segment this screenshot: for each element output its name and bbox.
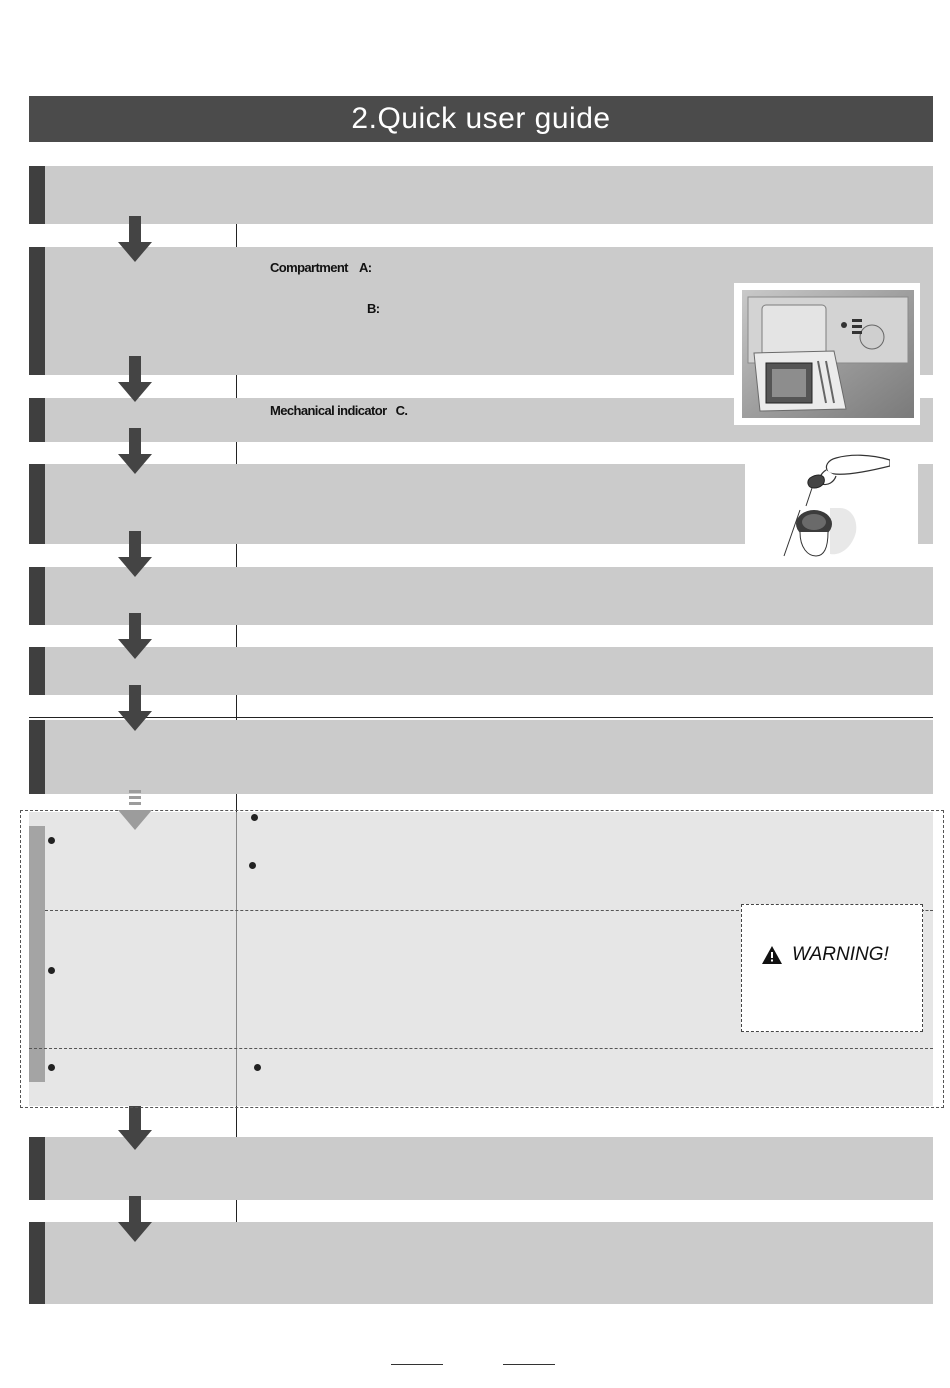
bullet-icon [48,1064,55,1071]
step-tab-9 [29,1222,45,1304]
step-tab-3 [29,398,45,442]
mechanical-indicator-text: Mechanical indicator [270,403,387,418]
page-title-text: 2.Quick user guide [351,102,611,135]
down-arrow-icon [118,1196,152,1242]
down-arrow-icon [118,1104,152,1150]
row-separator [29,717,933,718]
bullet-icon [251,814,258,821]
down-arrow-icon [118,685,152,731]
indicator-c: C. [395,403,408,418]
page-title [29,96,933,142]
down-arrow-icon [118,216,152,262]
down-arrow-icon [118,356,152,402]
bullet-icon [249,862,256,869]
warning-box [741,904,923,1032]
compartment-text: Compartment [270,260,348,275]
mechanical-indicator-label [270,403,407,418]
step-tab-1 [29,166,45,224]
step-tab-6 [29,647,45,695]
faded-down-arrow-icon [118,788,152,830]
down-arrow-icon [118,428,152,474]
step-tab-5 [29,567,45,625]
bullet-icon [48,967,55,974]
step-tab-7 [29,720,45,794]
notes-separator-1 [45,910,739,911]
footer-line-right [503,1364,555,1365]
step-tab-4 [29,464,45,544]
salt-filling-illustration [770,448,890,563]
warning-text: WARNING! [792,944,889,965]
footer-line-left [391,1364,443,1365]
bullet-icon [48,837,55,844]
step-row-9 [29,1222,933,1304]
bullet-icon [254,1064,261,1071]
dispenser-photo [734,283,920,425]
compartment-a: A: [358,260,372,275]
warning-triangle-icon [762,946,782,964]
notes-tab [29,826,45,1082]
compartment-label [270,260,371,275]
step-row-1 [29,166,933,224]
step-row-8 [29,1137,933,1200]
compartment-b-label [367,301,380,316]
step-tab-8 [29,1137,45,1200]
notes-divider [236,812,237,1106]
down-arrow-icon [118,613,152,659]
step-row-5 [29,567,933,625]
step-tab-2 [29,247,45,375]
notes-separator-2 [29,1048,933,1049]
step-row-6 [29,647,933,695]
step-row-7 [29,720,933,794]
step-row-4-end [918,464,933,544]
down-arrow-icon [118,531,152,577]
warning-label [762,944,889,966]
compartment-b: B: [367,301,380,316]
